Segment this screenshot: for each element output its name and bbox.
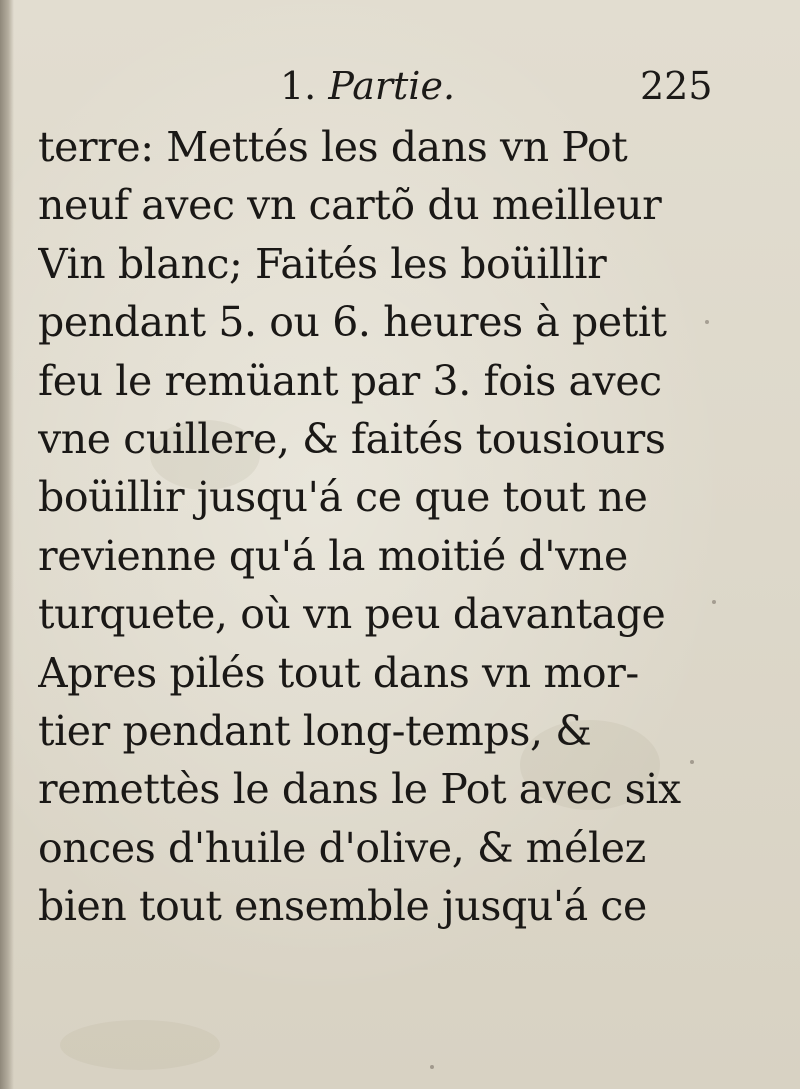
text-line: onces d'huile d'olive, & mélez [38,823,646,872]
text-line: pendant 5. ou 6. heures à petit [38,298,667,347]
text-line: turquete, où vn peu davantage [38,590,666,639]
running-header [0,56,800,116]
text-line: Apres pilés tout dans vn mor- [38,648,639,697]
paper-stain [60,1020,220,1070]
text-line: revienne qu'á la moitié d'vne [38,531,628,580]
page-number: 225 [640,64,713,108]
text-line: Vin blanc; Faités les boüillir [38,239,607,288]
ink-speck [690,760,694,764]
running-title [280,56,455,116]
text-line: bien tout ensemble jusqu'á ce [38,882,647,931]
text-line: feu le remüant par 3. fois avec [38,356,662,405]
text-line: boüillir jusqu'á ce que tout ne [38,473,648,522]
text-line: neuf avec vn cartõ du meilleur [38,181,662,230]
page-gutter-shadow [0,0,14,1089]
ink-speck [705,320,709,324]
text-line: remettès le dans le Pot avec six [38,765,681,814]
text-line: vne cuillere, & faités tousiours [38,414,666,463]
part-number: 1. [280,64,317,108]
text-line: terre: Mettés les dans vn Pot [38,123,628,171]
text-line: tier pendant long-temps, & [38,706,592,755]
part-label: Partie. [328,64,456,108]
ink-speck [430,1065,434,1069]
body-text [38,118,718,935]
ink-speck [712,600,716,604]
